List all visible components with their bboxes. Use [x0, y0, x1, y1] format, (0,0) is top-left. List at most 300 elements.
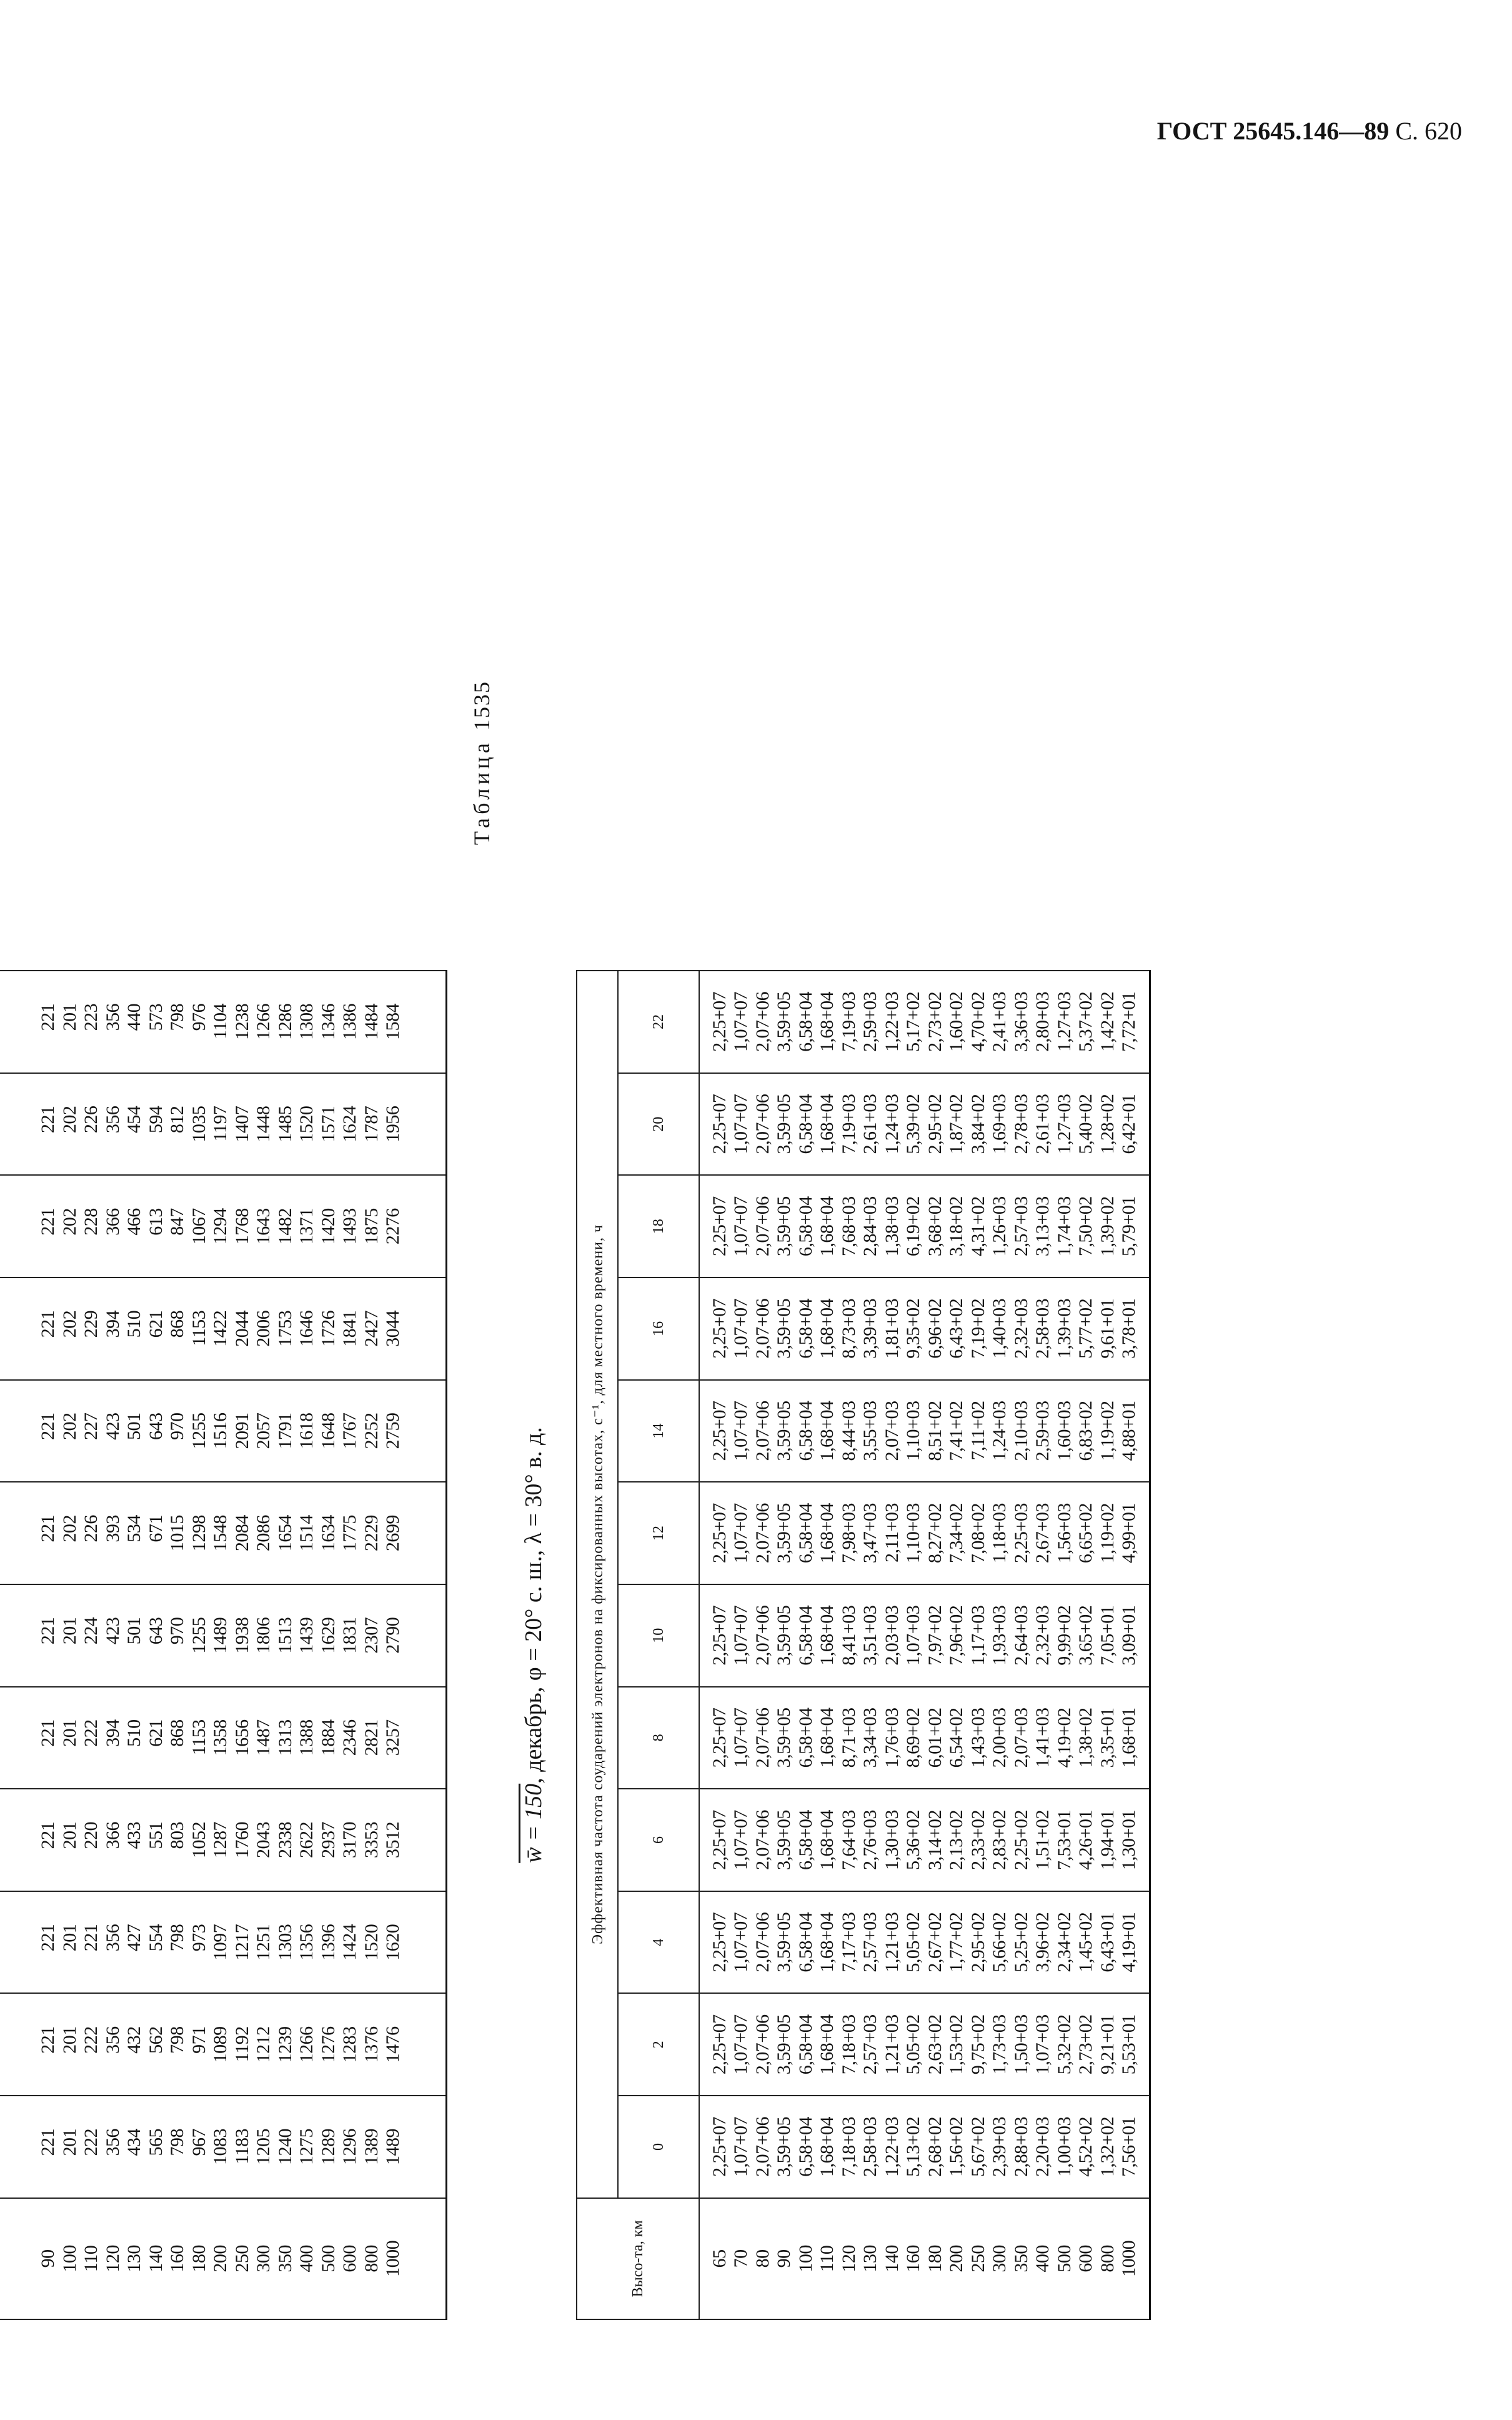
value-column — [0, 1278, 447, 1380]
value-cell: 1089 — [210, 2026, 231, 2063]
value-column — [0, 1891, 447, 1994]
value-cell: 1,22+03 — [881, 991, 902, 1052]
value-cell: 1052 — [188, 1822, 209, 1859]
value-cell: 1275 — [296, 2128, 317, 2165]
value-cell: 3,59+05 — [773, 1094, 794, 1154]
value-cell: 4,19+02 — [1053, 1708, 1075, 1768]
value-cell: 798 — [167, 1924, 188, 1952]
standard-number: ГОСТ 25645.146—89 — [1156, 117, 1390, 145]
value-list — [37, 1004, 404, 1040]
value-cell: 2759 — [382, 1412, 404, 1449]
value-cell: 1283 — [339, 2026, 361, 2063]
value-cell: 7,97+02 — [924, 1605, 945, 1666]
value-cell: 1620 — [382, 1924, 404, 1961]
table-number: 1535 — [469, 681, 494, 731]
value-cell: 2622 — [296, 1822, 317, 1859]
value-cell: 1,07+07 — [730, 1094, 751, 1154]
value-cell: 1884 — [317, 1719, 339, 1756]
height-value: 180 — [188, 2245, 209, 2272]
value-cell: 1787 — [361, 1106, 382, 1142]
value-cell: 2,33+02 — [967, 1810, 988, 1870]
value-column — [699, 1789, 1150, 1891]
value-cell: 1,38+03 — [881, 1196, 902, 1257]
value-cell: 1,28+02 — [1097, 1094, 1118, 1154]
value-cell: 2,58+03 — [860, 2117, 880, 2177]
value-cell: 3,59+05 — [773, 991, 794, 1052]
value-cell: 1806 — [253, 1617, 274, 1654]
value-cell: 1,53+02 — [946, 2014, 967, 2075]
value-cell: 366 — [102, 1208, 123, 1236]
height-value: 100 — [795, 2245, 816, 2272]
value-cell: 2,78+03 — [1010, 1094, 1032, 1154]
value-cell: 221 — [37, 1003, 59, 1031]
value-cell: 1624 — [339, 1106, 361, 1142]
value-cell: 356 — [102, 2128, 123, 2156]
value-cell: 7,19+02 — [967, 1298, 988, 1359]
value-cell: 6,58+04 — [795, 1401, 816, 1461]
value-cell: 356 — [102, 1106, 123, 1134]
value-cell: 1,68+04 — [817, 1401, 837, 1461]
value-cell: 1,81+03 — [881, 1298, 902, 1359]
value-cell: 1266 — [296, 2026, 317, 2063]
height-value: 140 — [145, 2245, 166, 2272]
value-cell: 5,39+02 — [903, 1094, 923, 1154]
value-cell: 228 — [81, 1208, 102, 1236]
value-cell: 1422 — [210, 1310, 231, 1347]
value-cell: 202 — [59, 1310, 80, 1338]
value-cell: 803 — [167, 1822, 188, 1849]
value-cell: 8,71+03 — [838, 1708, 859, 1768]
value-cell: 9,61+01 — [1097, 1298, 1118, 1359]
value-cell: 5,05+02 — [903, 2014, 923, 2075]
value-cell: 423 — [102, 1617, 123, 1645]
value-cell: 1,68+04 — [817, 1605, 837, 1666]
value-cell: 1217 — [231, 1924, 252, 1961]
value-cell: 202 — [59, 1106, 80, 1134]
value-cell: 7,68+03 — [838, 1196, 859, 1257]
value-cell: 202 — [59, 1208, 80, 1236]
value-cell: 2427 — [361, 1310, 382, 1347]
value-cell: 1654 — [274, 1515, 296, 1552]
value-cell: 1753 — [274, 1310, 296, 1347]
value-cell: 1420 — [317, 1208, 339, 1245]
value-cell: 1,68+04 — [817, 1912, 837, 1972]
value-cell: 221 — [37, 1822, 59, 1849]
value-cell: 201 — [59, 1719, 80, 1747]
value-cell: 1,41+03 — [1032, 1708, 1053, 1768]
value-column — [699, 1584, 1150, 1687]
value-cell: 501 — [124, 1412, 145, 1440]
value-cell: 2,67+02 — [924, 1912, 945, 1972]
height-value: 160 — [903, 2245, 923, 2272]
table-caption — [520, 970, 547, 2320]
value-cell: 2,59+03 — [1032, 1401, 1053, 1461]
value-cell: 2338 — [274, 1822, 296, 1859]
value-cell: 226 — [81, 1515, 102, 1542]
value-cell: 1484 — [361, 1003, 382, 1040]
value-cell: 1,24+03 — [989, 1401, 1010, 1461]
value-cell: 5,17+02 — [903, 991, 923, 1052]
value-cell: 221 — [37, 2128, 59, 2156]
height-value: 800 — [1097, 2245, 1118, 2272]
value-cell: 6,01+02 — [924, 1708, 945, 1768]
value-cell: 2790 — [382, 1617, 404, 1654]
value-cell: 1520 — [296, 1106, 317, 1142]
value-cell: 2,57+03 — [860, 2014, 880, 2075]
value-cell: 5,40+02 — [1075, 1094, 1096, 1154]
value-cell: 2,61+03 — [860, 1094, 880, 1154]
value-cell: 1,68+04 — [817, 1810, 837, 1870]
value-cell: 1,94+01 — [1097, 1810, 1118, 1870]
height-value: 300 — [989, 2245, 1010, 2272]
value-cell: 3,59+05 — [773, 1708, 794, 1768]
height-value: 70 — [730, 2249, 751, 2268]
value-cell: 1,10+03 — [903, 1503, 923, 1564]
value-cell: 9,75+02 — [967, 2014, 988, 2075]
value-list — [709, 1912, 1140, 1972]
value-cell: 4,19+01 — [1118, 1912, 1139, 1972]
value-cell: 3,84+02 — [967, 1094, 988, 1154]
value-cell: 2,25+07 — [709, 2014, 730, 2075]
value-cell: 1,77+02 — [946, 1912, 967, 1972]
value-list — [709, 1606, 1140, 1666]
value-cell: 221 — [37, 1617, 59, 1645]
value-list — [709, 1708, 1140, 1768]
value-cell: 3,39+03 — [860, 1298, 880, 1359]
value-cell: 2,95+02 — [967, 1912, 988, 1972]
value-cell: 2,10+03 — [1010, 1401, 1032, 1461]
value-cell: 1,60+03 — [1053, 1401, 1075, 1461]
value-cell: 1513 — [274, 1617, 296, 1654]
value-cell: 573 — [145, 1003, 166, 1031]
value-cell: 7,19+03 — [838, 991, 859, 1052]
value-cell: 671 — [145, 1515, 166, 1542]
value-cell: 6,43+01 — [1097, 1912, 1118, 1972]
value-cell: 1067 — [188, 1208, 209, 1245]
value-cell: 1516 — [210, 1412, 231, 1449]
value-cell: 5,37+02 — [1075, 991, 1096, 1052]
value-cell: 6,58+04 — [795, 2117, 816, 2177]
value-cell: 1407 — [231, 1106, 252, 1142]
value-cell: 1643 — [253, 1208, 274, 1245]
value-cell: 1,68+04 — [817, 1196, 837, 1257]
value-cell: 6,54+02 — [946, 1708, 967, 1768]
value-cell: 2,07+06 — [752, 1708, 773, 1768]
value-cell: 621 — [145, 1310, 166, 1338]
time-column-header: 8 — [618, 1687, 699, 1789]
value-cell: 1,26+03 — [989, 1196, 1010, 1257]
value-cell: 394 — [102, 1310, 123, 1338]
value-cell: 970 — [167, 1412, 188, 1440]
value-cell: 8,73+03 — [838, 1298, 859, 1359]
value-cell: 1,07+07 — [730, 2117, 751, 2177]
value-cell: 2,25+03 — [1010, 1503, 1032, 1564]
value-cell: 7,11+02 — [967, 1401, 988, 1461]
value-cell: 5,66+02 — [989, 1912, 1010, 1972]
value-cell: 2,07+06 — [752, 1196, 773, 1257]
time-column-header: 10 — [618, 1584, 699, 1687]
value-cell: 1371 — [296, 1208, 317, 1245]
value-cell: 2091 — [231, 1412, 252, 1449]
value-cell: 9,99+02 — [1053, 1605, 1075, 1666]
value-cell: 3,59+05 — [773, 1503, 794, 1564]
value-cell: 1205 — [253, 2128, 274, 2165]
value-cell: 510 — [124, 1719, 145, 1747]
value-list — [37, 1822, 404, 1858]
value-cell: 1287 — [210, 1822, 231, 1859]
value-list — [37, 1412, 404, 1449]
time-column-header: 18 — [618, 1175, 699, 1278]
time-column-header: 2 — [618, 1994, 699, 2096]
value-cell: 2,07+06 — [752, 991, 773, 1052]
value-cell: 2,57+03 — [860, 1912, 880, 1972]
value-cell: 1,00+03 — [1053, 2117, 1075, 2177]
value-cell: 1485 — [274, 1106, 296, 1142]
value-cell: 6,58+04 — [795, 1605, 816, 1666]
value-column — [699, 1994, 1150, 2096]
value-cell: 6,58+04 — [795, 1503, 816, 1564]
value-cell: 7,41+02 — [946, 1401, 967, 1461]
caption-index: w̄ = 150 — [520, 1783, 547, 1863]
value-cell: 3512 — [382, 1822, 404, 1859]
value-cell: 1629 — [317, 1617, 339, 1654]
value-cell: 7,08+02 — [967, 1503, 988, 1564]
value-cell: 2,11+03 — [881, 1503, 902, 1562]
value-cell: 1313 — [274, 1719, 296, 1756]
value-cell: 5,13+02 — [903, 2117, 923, 2177]
value-cell: 798 — [167, 2026, 188, 2054]
value-cell: 2,73+02 — [924, 991, 945, 1052]
value-cell: 1,17+03 — [967, 1605, 988, 1666]
height-value: 600 — [339, 2245, 361, 2272]
value-cell: 1,19+02 — [1097, 1503, 1118, 1564]
value-column — [0, 971, 447, 1073]
value-cell: 3,59+05 — [773, 2014, 794, 2075]
value-cell: 2,20+03 — [1032, 2117, 1053, 2177]
value-cell: 613 — [145, 1208, 166, 1236]
height-value: 250 — [231, 2245, 252, 2272]
value-cell: 3,14+02 — [924, 1810, 945, 1870]
value-cell: 4,52+02 — [1075, 2117, 1096, 2177]
value-cell: 1,32+02 — [1097, 2117, 1118, 2177]
value-cell: 7,56+01 — [1118, 2117, 1139, 2177]
value-cell: 1,40+03 — [989, 1298, 1010, 1359]
value-cell: 6,43+02 — [946, 1298, 967, 1359]
value-cell: 1,30+03 — [881, 1810, 902, 1870]
value-cell: 4,26+01 — [1075, 1810, 1096, 1870]
value-cell: 2,07+06 — [752, 2117, 773, 2177]
value-cell: 222 — [81, 2128, 102, 2156]
value-cell: 510 — [124, 1310, 145, 1338]
value-cell: 1,68+04 — [817, 1708, 837, 1768]
height-value: 500 — [1053, 2245, 1075, 2272]
value-cell: 201 — [59, 1822, 80, 1849]
value-cell: 2,25+07 — [709, 1912, 730, 1972]
value-cell: 2,88+03 — [1010, 2117, 1032, 2177]
value-cell: 2044 — [231, 1310, 252, 1347]
value-column — [699, 1175, 1150, 1278]
value-cell: 1,68+04 — [817, 1094, 837, 1154]
value-cell: 1266 — [253, 1003, 274, 1040]
value-cell: 1,68+04 — [817, 1298, 837, 1359]
value-cell: 2,25+07 — [709, 991, 730, 1052]
value-cell: 1,42+02 — [1097, 991, 1118, 1052]
height-value: 110 — [81, 2245, 102, 2272]
value-cell: 366 — [102, 1822, 123, 1849]
value-cell: 1015 — [167, 1515, 188, 1552]
value-cell: 1,19+02 — [1097, 1401, 1118, 1461]
value-cell: 1,69+03 — [989, 1094, 1010, 1154]
value-cell: 1831 — [339, 1617, 361, 1654]
value-column — [699, 2096, 1150, 2198]
value-cell: 1,93+03 — [989, 1605, 1010, 1666]
value-cell: 7,34+02 — [946, 1503, 967, 1564]
value-cell: 2,64+03 — [1010, 1605, 1032, 1666]
height-value: 400 — [296, 2245, 317, 2272]
value-cell: 1289 — [317, 2128, 339, 2165]
value-list — [37, 2026, 404, 2062]
value-cell: 2307 — [361, 1617, 382, 1654]
value-cell: 434 — [124, 2128, 145, 2156]
value-cell: 1439 — [296, 1617, 317, 1654]
value-cell: 1487 — [253, 1719, 274, 1756]
value-cell: 1,07+07 — [730, 1196, 751, 1257]
value-cell: 1618 — [296, 1412, 317, 1449]
value-cell: 1,07+07 — [730, 1810, 751, 1870]
value-cell: 1276 — [317, 2026, 339, 2063]
value-cell: 4,88+01 — [1118, 1401, 1139, 1461]
group-column-header: Эффективная частота соударений электронов на фиксированных высотах, с⁻¹, для местного времени, ч — [577, 971, 618, 2198]
value-cell: 6,58+04 — [795, 1708, 816, 1768]
value-cell: 1,18+03 — [989, 1503, 1010, 1564]
value-cell: 3,78+01 — [1118, 1298, 1139, 1359]
value-list — [37, 1208, 404, 1244]
value-cell: 2,58+03 — [1032, 1298, 1053, 1359]
value-cell: 2006 — [253, 1310, 274, 1347]
value-list — [709, 992, 1140, 1052]
value-cell: 967 — [188, 2128, 209, 2156]
caption-conditions: , декабрь, φ = 20° с. ш., λ = 30° в. д. — [520, 1427, 547, 1784]
value-cell: 2,25+07 — [709, 1503, 730, 1564]
value-cell: 7,72+01 — [1118, 991, 1139, 1052]
value-cell: 1376 — [361, 2026, 382, 2063]
value-column — [0, 1584, 447, 1687]
value-list — [709, 1503, 1140, 1563]
value-cell: 8,51+02 — [924, 1401, 945, 1461]
value-cell: 1,07+07 — [730, 1401, 751, 1461]
height-value: 400 — [1032, 2245, 1053, 2272]
value-cell: 1520 — [361, 1924, 382, 1961]
value-cell: 4,70+02 — [967, 991, 988, 1052]
value-cell: 2,80+03 — [1032, 991, 1053, 1052]
height-value: 600 — [1075, 2245, 1096, 2272]
height-values — [699, 2198, 1150, 2319]
value-column — [699, 1482, 1150, 1584]
value-cell: 1296 — [339, 2128, 361, 2165]
value-cell: 1,51+02 — [1032, 1810, 1053, 1870]
value-cell: 1,45+02 — [1075, 1912, 1096, 1972]
value-cell: 1153 — [188, 1310, 209, 1346]
value-cell: 551 — [145, 1822, 166, 1849]
value-cell: 2,07+06 — [752, 1912, 773, 1972]
value-cell: 2057 — [253, 1412, 274, 1449]
value-list — [37, 1311, 404, 1347]
value-cell: 973 — [188, 1924, 209, 1952]
value-cell: 221 — [37, 1924, 59, 1952]
value-cell: 2,25+07 — [709, 1605, 730, 1666]
value-cell: 2,07+06 — [752, 1094, 773, 1154]
time-column-header: 0 — [618, 2096, 699, 2198]
value-cell: 2,59+03 — [860, 991, 880, 1052]
value-cell: 847 — [167, 1208, 188, 1236]
value-column — [0, 1789, 447, 1891]
value-column — [699, 1278, 1150, 1380]
time-column-header: 6 — [618, 1789, 699, 1891]
value-cell: 1,68+01 — [1118, 1708, 1139, 1768]
value-cell: 2,68+02 — [924, 2117, 945, 2177]
value-cell: 1358 — [210, 1719, 231, 1756]
value-cell: 643 — [145, 1617, 166, 1645]
height-value: 300 — [253, 2245, 274, 2272]
value-cell: 970 — [167, 1617, 188, 1645]
value-cell: 1,76+03 — [881, 1708, 902, 1768]
value-cell: 432 — [124, 2026, 145, 2054]
height-value: 160 — [167, 2245, 188, 2272]
value-cell: 6,58+04 — [795, 991, 816, 1052]
value-cell: 5,36+02 — [903, 1810, 923, 1870]
value-cell: 1,68+04 — [817, 2014, 837, 2075]
value-cell: 2821 — [361, 1719, 382, 1756]
value-cell: 201 — [59, 1003, 80, 1031]
value-cell: 1,73+03 — [989, 2014, 1010, 2075]
value-column — [0, 1175, 447, 1278]
value-cell: 202 — [59, 1515, 80, 1542]
value-cell: 2,07+06 — [752, 1605, 773, 1666]
value-cell: 6,58+04 — [795, 1298, 816, 1359]
value-cell: 8,41+03 — [838, 1605, 859, 1666]
table-1534-block — [0, 352, 462, 2420]
value-cell: 221 — [37, 1412, 59, 1440]
value-cell: 394 — [102, 1719, 123, 1747]
value-cell: 554 — [145, 1924, 166, 1952]
value-cell: 2043 — [253, 1822, 274, 1859]
value-cell: 356 — [102, 1924, 123, 1952]
value-cell: 3,55+03 — [860, 1401, 880, 1461]
value-cell: 7,98+03 — [838, 1503, 859, 1564]
value-cell: 3,59+05 — [773, 1196, 794, 1257]
value-cell: 2,03+03 — [881, 1605, 902, 1666]
value-cell: 1,24+03 — [881, 1094, 902, 1154]
value-list — [37, 1719, 404, 1756]
value-cell: 1153 — [188, 1719, 209, 1756]
value-cell: 7,18+03 — [838, 2117, 859, 2177]
value-cell: 2229 — [361, 1515, 382, 1552]
value-cell: 2,67+03 — [1032, 1503, 1053, 1564]
value-cell: 2,07+06 — [752, 1503, 773, 1564]
data-table — [576, 970, 1151, 2320]
value-column — [0, 1687, 447, 1789]
value-cell: 2,32+03 — [1032, 1605, 1053, 1666]
value-cell: 226 — [81, 1106, 102, 1134]
value-cell: 229 — [81, 1310, 102, 1338]
value-cell: 1,07+07 — [730, 1708, 751, 1768]
height-value: 130 — [124, 2245, 145, 2272]
value-cell: 1489 — [382, 2128, 404, 2165]
value-cell: 3,34+03 — [860, 1708, 880, 1768]
value-cell: 1,74+03 — [1053, 1196, 1075, 1257]
value-cell: 7,17+03 — [838, 1912, 859, 1972]
value-cell: 3,47+03 — [860, 1503, 880, 1564]
